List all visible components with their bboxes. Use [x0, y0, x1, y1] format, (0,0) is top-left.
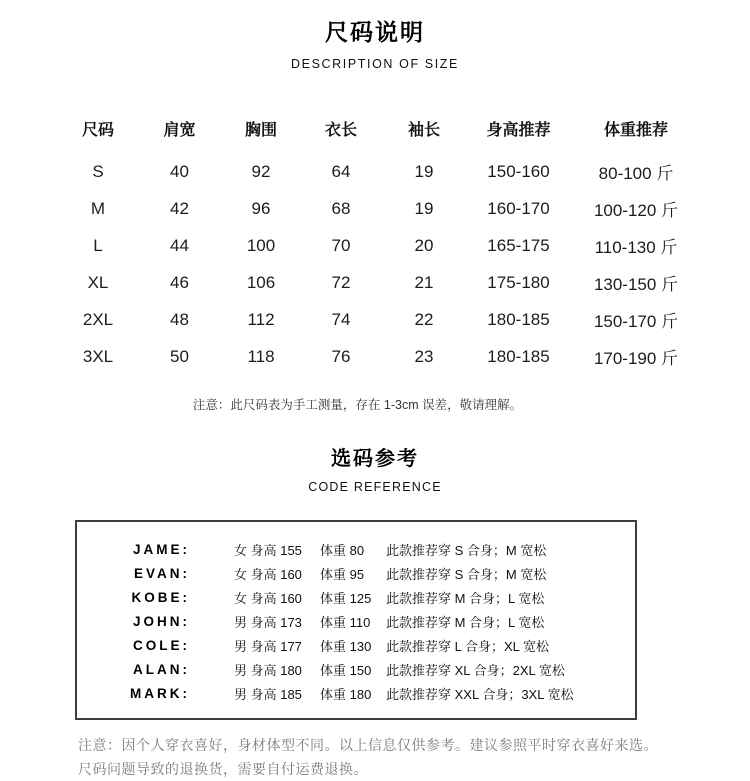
size-table-cell: 42: [170, 198, 189, 218]
ref-weight: 体重 110: [320, 614, 371, 630]
size-table-cell: M: [90, 198, 106, 218]
size-table-cell: 50: [170, 346, 189, 366]
ref-row-jame: [77, 537, 635, 561]
size-table-cell: 46: [170, 272, 189, 292]
ref-profile: 女 身高 160: [234, 566, 302, 582]
size-table: [58, 113, 702, 375]
ref-advice: 此款推荐穿 S 合身；M 宽松: [386, 542, 547, 558]
size-table-cell: 118: [247, 346, 275, 366]
size-table-cell: 48: [170, 309, 189, 329]
size-table-note: 注意：此尺码表为手工测量，存在 1-3cm 误差，敬请理解。: [192, 398, 523, 412]
size-table-header-cell: 尺码: [81, 121, 114, 139]
size-table-cell: 170-190 斤: [593, 349, 679, 368]
size-table-header-cell: 袖长: [407, 121, 440, 139]
size-table-row-xl: [58, 264, 702, 301]
size-table-cell: 2XL: [82, 309, 114, 329]
size-table-cell: 165-175: [487, 235, 550, 255]
ref-advice: 此款推荐穿 M 合身；L 宽松: [386, 590, 545, 606]
ref-row-john: [77, 609, 635, 633]
ref-profile: 男 身高 173: [234, 614, 302, 630]
size-table-cell: 21: [414, 272, 434, 292]
ref-name: KOBE:: [131, 589, 190, 605]
size-table-row-3xl: [58, 338, 702, 375]
ref-name: JOHN:: [132, 613, 190, 629]
size-table-row-l: [58, 227, 702, 264]
size-table-row-m: [58, 190, 702, 227]
size-table-cell: S: [92, 161, 104, 181]
size-table-cell: 160-170: [487, 198, 550, 218]
ref-row-cole: [77, 633, 635, 657]
size-table-row-2xl: [58, 301, 702, 338]
ref-name: COLE:: [133, 637, 190, 653]
ref-row-kobe: [77, 585, 635, 609]
size-table-row-s: [58, 153, 702, 190]
size-table-cell: 70: [331, 235, 351, 255]
size-table-cell: 180-185: [487, 309, 550, 329]
ref-profile: 男 身高 185: [234, 686, 302, 702]
size-table-cell: 19: [414, 198, 434, 218]
ref-weight: 体重 150: [320, 662, 372, 678]
size-table-header-cell: 衣长: [324, 121, 357, 139]
size-table-cell: 3XL: [82, 346, 114, 366]
size-table-cell: 19: [414, 161, 434, 181]
bottom-note-line2: 尺码问题导致的退换货，需要自付运费退换。: [78, 761, 368, 777]
ref-name: MARK:: [130, 685, 190, 701]
size-table-cell: 76: [331, 346, 351, 366]
size-table-cell: 96: [251, 198, 271, 218]
size-table-cell: 150-170 斤: [593, 312, 679, 331]
size-table-cell: 20: [414, 235, 434, 255]
ref-advice: 此款推荐穿 XXL 合身；3XL 宽松: [386, 686, 574, 702]
size-table-cell: 175-180: [487, 272, 550, 292]
ref-advice: 此款推荐穿 S 合身；M 宽松: [386, 566, 547, 582]
bottom-note-line1: 注意：因个人穿衣喜好，身材体型不同。以上信息仅供参考。建议参照平时穿衣喜好来选。: [78, 737, 658, 753]
size-table-cell: 130-150 斤: [593, 275, 679, 294]
size-table-header-cell: 体重推荐: [603, 121, 668, 139]
ref-row-mark: [77, 681, 635, 705]
page-title: 尺码说明: [325, 19, 425, 45]
size-table-cell: 110-130 斤: [594, 238, 678, 257]
size-table-cell: 180-185: [487, 346, 550, 366]
size-table-cell: 150-160: [487, 161, 550, 181]
size-table-header-cell: 肩宽: [163, 121, 196, 139]
code-reference-header: [0, 445, 750, 494]
ref-row-evan: [77, 561, 635, 585]
ref-name: ALAN:: [133, 661, 190, 677]
size-table-cell: 100-120 斤: [593, 201, 679, 220]
size-table-cell: 112: [247, 309, 275, 329]
ref-name: JAME:: [132, 541, 190, 557]
page-subtitle: DESCRIPTION OF SIZE: [291, 57, 459, 71]
size-table-cell: 72: [331, 272, 351, 292]
code-reference-subtitle: CODE REFERENCE: [308, 480, 442, 494]
size-table-header-row: [58, 113, 702, 143]
ref-profile: 女 身高 160: [234, 590, 302, 606]
size-table-cell: 74: [331, 309, 351, 329]
code-reference-title: 选码参考: [331, 448, 419, 470]
size-table-cell: 100: [246, 235, 276, 255]
size-table-cell: 40: [170, 161, 189, 181]
size-table-cell: XL: [87, 272, 109, 292]
ref-weight: 体重 180: [320, 686, 372, 702]
ref-profile: 女 身高 155: [234, 542, 302, 558]
size-table-cell: L: [93, 235, 103, 255]
page-header: [0, 0, 750, 71]
size-table-header-cell: 身高推荐: [486, 121, 551, 139]
size-table-cell: 23: [414, 346, 434, 366]
ref-weight: 体重 80: [320, 542, 365, 558]
ref-weight: 体重 95: [320, 566, 365, 582]
ref-profile: 男 身高 180: [234, 662, 302, 678]
bottom-note: [78, 733, 750, 781]
size-table-cell: 92: [251, 161, 271, 181]
size-table-cell: 106: [246, 272, 276, 292]
ref-weight: 体重 125: [320, 590, 372, 606]
size-table-header-cell: 胸围: [244, 121, 277, 139]
ref-advice: 此款推荐穿 XL 合身；2XL 宽松: [386, 662, 565, 678]
size-table-cell: 68: [331, 198, 351, 218]
ref-row-alan: [77, 657, 635, 681]
ref-advice: 此款推荐穿 L 合身；XL 宽松: [386, 638, 550, 654]
ref-name: EVAN:: [133, 565, 190, 581]
ref-advice: 此款推荐穿 M 合身；L 宽松: [386, 614, 545, 630]
ref-profile: 男 身高 177: [234, 638, 302, 654]
ref-weight: 体重 130: [320, 638, 372, 654]
size-table-cell: 64: [331, 161, 351, 181]
size-table-cell: 22: [414, 309, 434, 329]
size-table-cell: 44: [170, 235, 189, 255]
code-reference-box: [75, 520, 637, 720]
size-table-cell: 80-100 斤: [598, 164, 674, 183]
